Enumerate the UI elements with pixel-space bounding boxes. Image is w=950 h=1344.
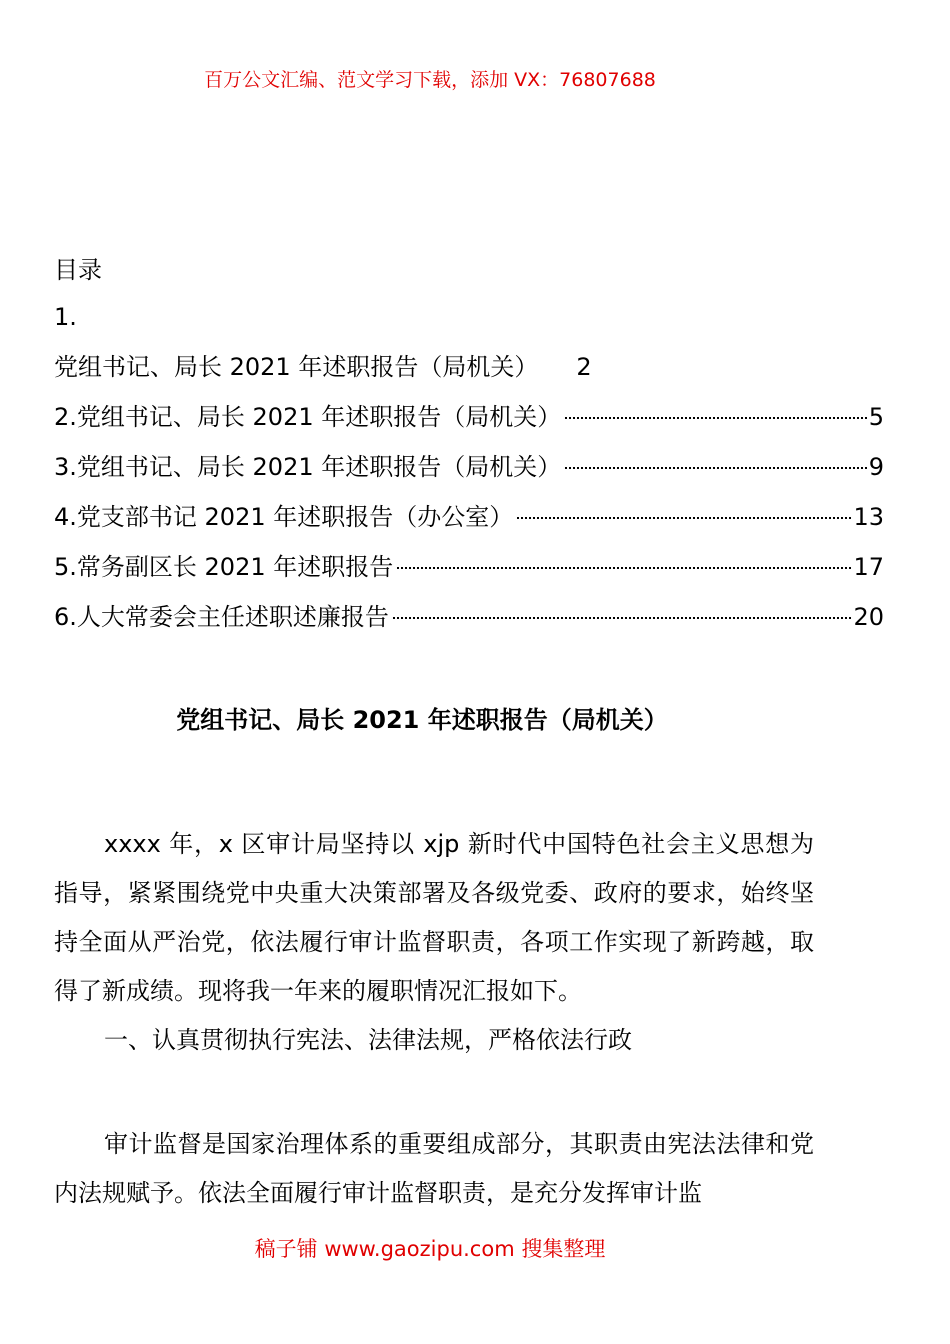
toc-dot-leader xyxy=(397,567,851,569)
toc-item-label: 3.党组书记、局长 2021 年述职报告（局机关） xyxy=(54,453,562,481)
table-of-contents xyxy=(54,248,884,642)
toc-item-label: 党组书记、局长 2021 年述职报告（局机关） xyxy=(54,353,539,381)
toc-item-page: 2 xyxy=(576,353,592,381)
toc-dot-leader xyxy=(565,467,866,469)
toc-item[interactable] xyxy=(54,442,884,492)
body-paragraph: xxxx 年，x 区审计局坚持以 xjp 新时代中国特色社会主义思想为指导，紧紧围绕党中央重大决策部署及各级党委、政府的要求，始终坚持全面从严治党，依法履行审计监督职责，各项工作实现了新跨越，取得了新成绩。现将我一年来的履职情况汇报如下。 xyxy=(54,830,814,1005)
toc-item[interactable] xyxy=(54,392,884,442)
toc-title: 目录 xyxy=(54,256,102,284)
section-heading: 一、认真贯彻执行宪法、法律法规，严格依法行政 xyxy=(104,1026,632,1054)
toc-item[interactable] xyxy=(54,342,884,392)
toc-item-label: 4.党支部书记 2021 年述职报告（办公室） xyxy=(54,503,514,531)
toc-item[interactable] xyxy=(54,592,884,642)
toc-item-label: 5.常务副区长 2021 年述职报告 xyxy=(54,553,394,581)
toc-item-page: 9 xyxy=(868,453,884,481)
toc-item[interactable] xyxy=(54,492,884,542)
header-watermark: 百万公文汇编、范文学习下载，添加 VX：76807688 xyxy=(204,69,656,91)
toc-dot-leader xyxy=(565,417,866,419)
toc-dot-leader xyxy=(517,517,851,519)
toc-item-page: 5 xyxy=(868,403,884,431)
toc-item-page: 20 xyxy=(853,603,884,631)
toc-item-label: 6.人大常委会主任述职述廉报告 xyxy=(54,603,389,631)
toc-dot-leader xyxy=(393,617,852,619)
toc-item-label: 2.党组书记、局长 2021 年述职报告（局机关） xyxy=(54,403,562,431)
document-heading: 党组书记、局长 2021 年述职报告（局机关） xyxy=(176,706,668,734)
toc-item[interactable] xyxy=(54,542,884,592)
toc-first-number: 1. xyxy=(54,303,77,331)
footer-watermark: 稿子铺 www.gaozipu.com 搜集整理 xyxy=(254,1237,606,1261)
body-paragraph: 审计监督是国家治理体系的重要组成部分，其职责由宪法法律和党内法规赋予。依法全面履行审计监督职责，是充分发挥审计监 xyxy=(54,1130,814,1207)
toc-item-page: 13 xyxy=(853,503,884,531)
toc-item-page: 17 xyxy=(853,553,884,581)
